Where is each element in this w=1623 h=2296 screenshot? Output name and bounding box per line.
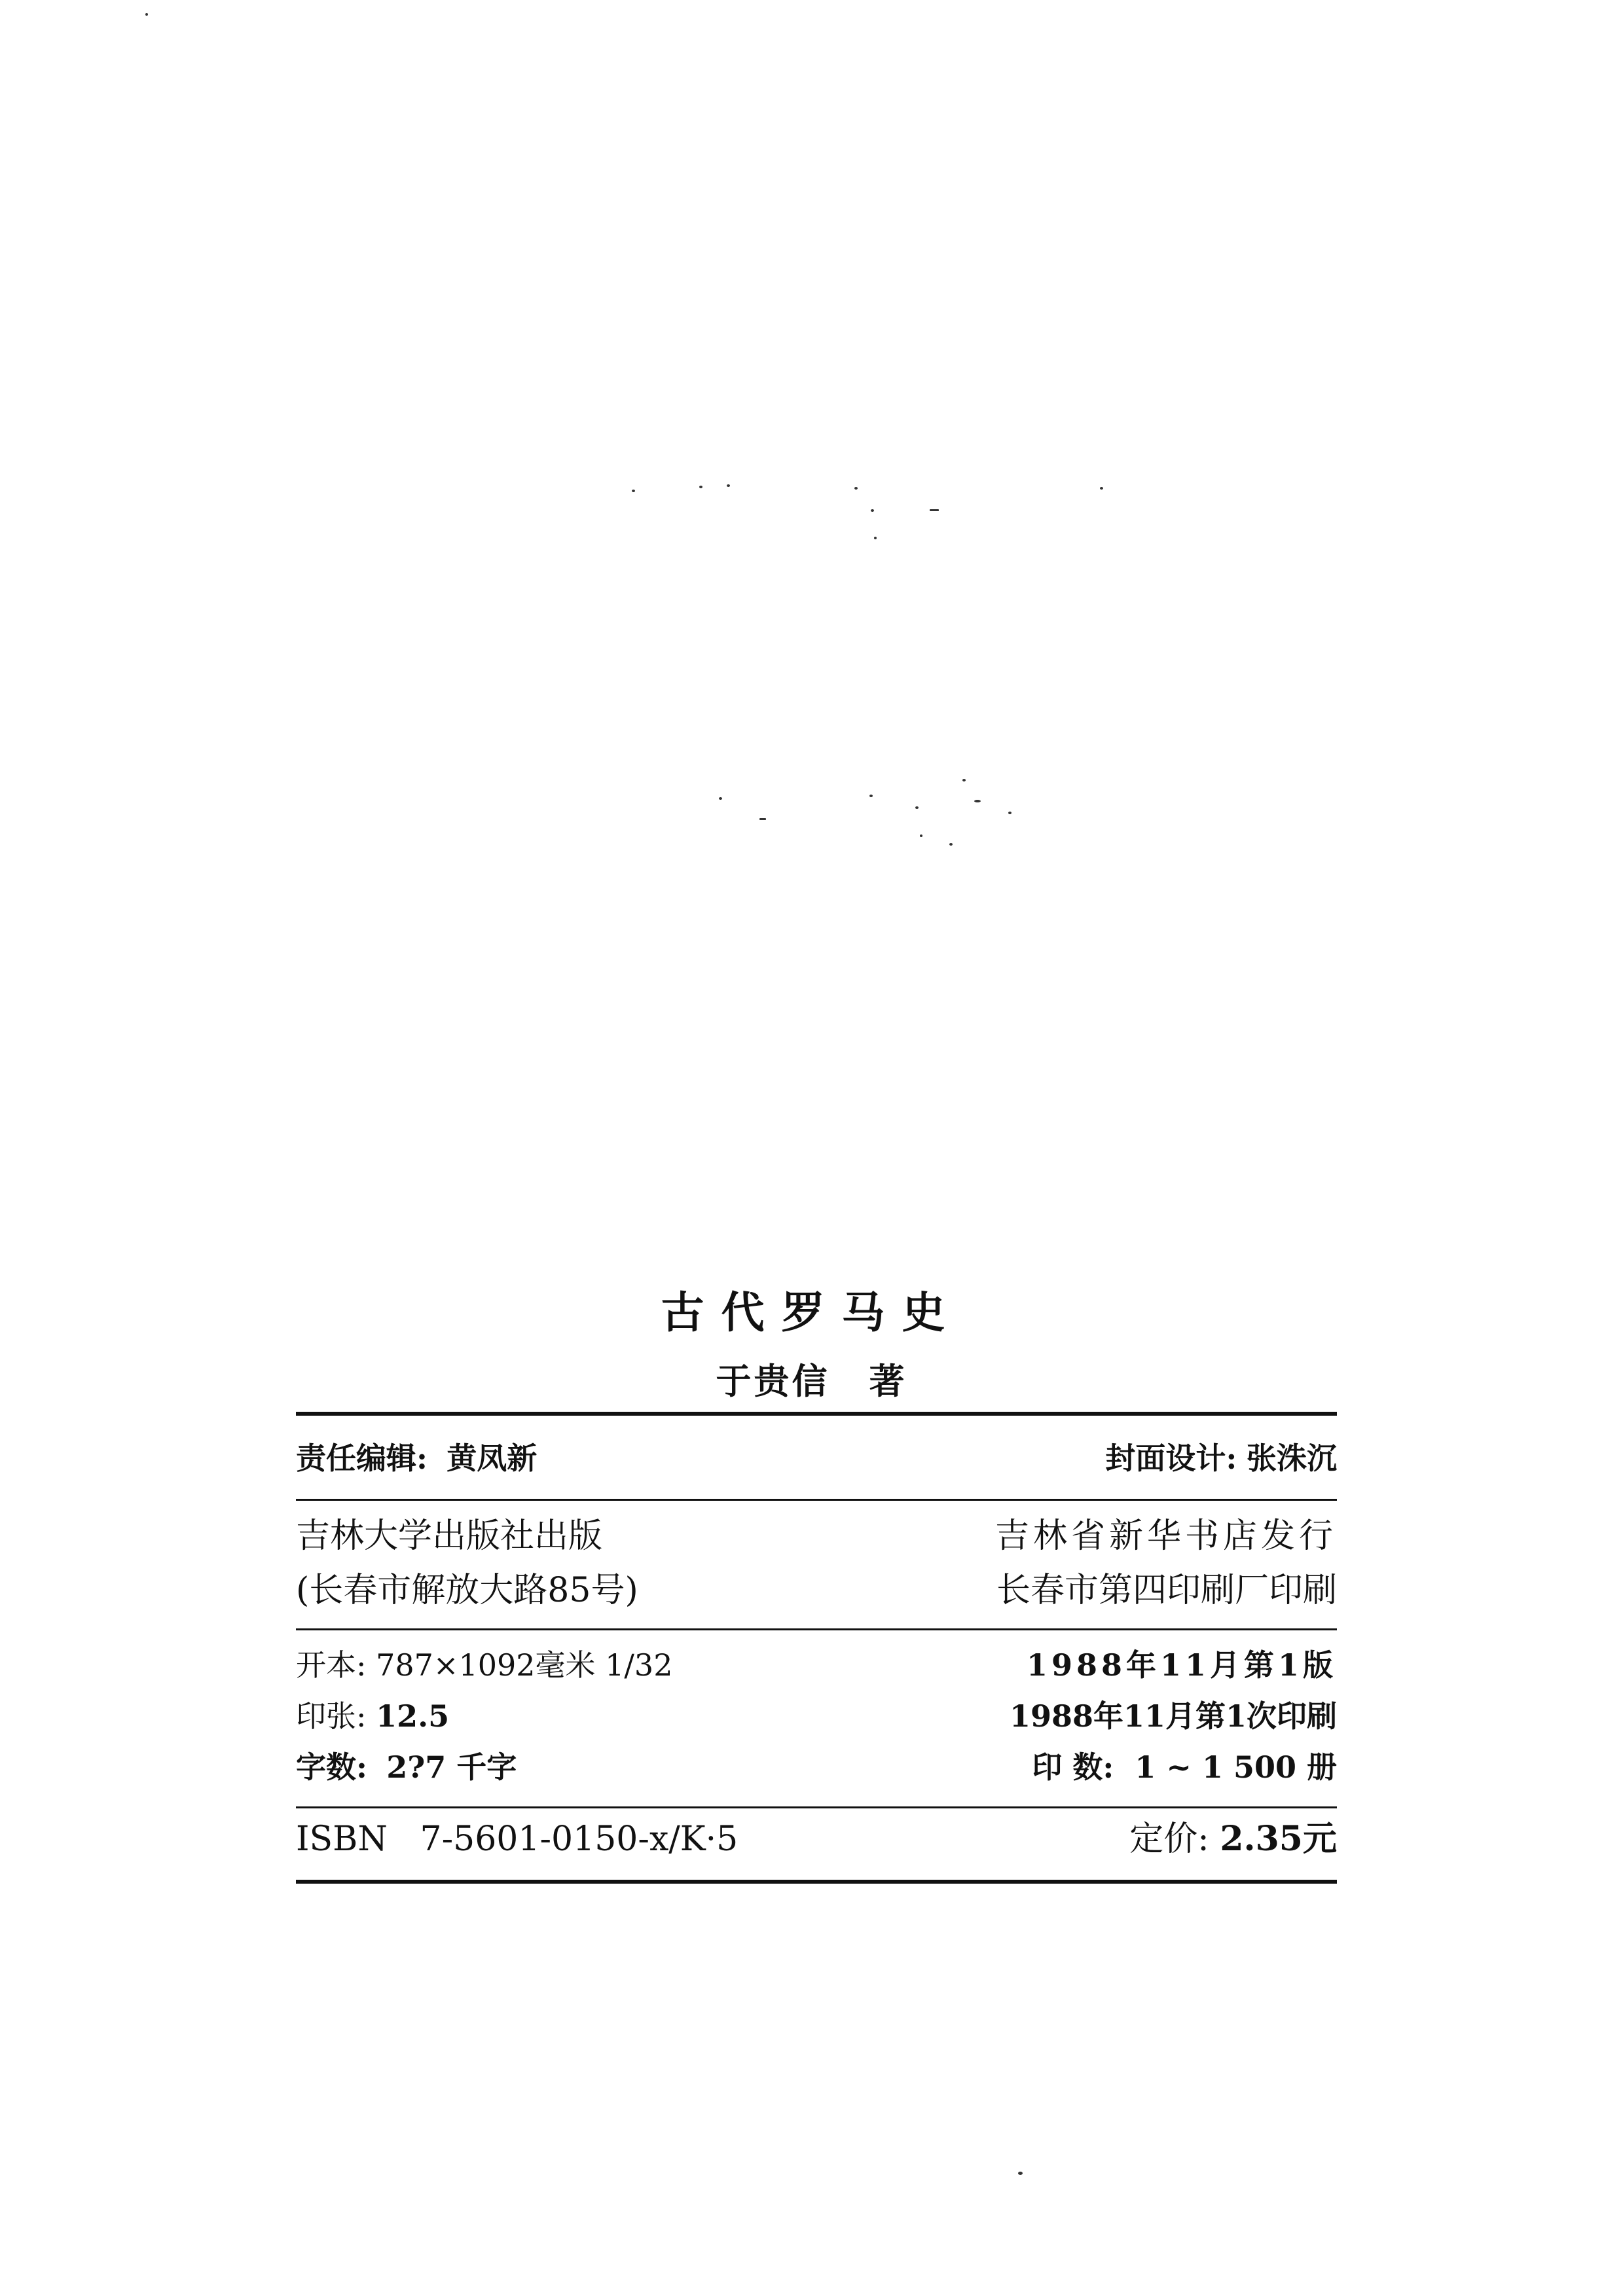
- editor-label: 责任编辑:: [296, 1441, 428, 1476]
- scan-speck: [759, 818, 766, 820]
- editor-credit: [296, 1437, 537, 1479]
- publisher-row: [296, 1515, 1337, 1557]
- scan-speck: [727, 484, 730, 487]
- scan-speck: [632, 490, 635, 492]
- scan-speck: [719, 797, 722, 800]
- sheets-row: [296, 1695, 1337, 1737]
- scan-speck: [962, 779, 966, 781]
- distributor-line: 吉林省新华书店发行: [994, 1516, 1337, 1556]
- isbn-row: [296, 1818, 1337, 1860]
- isbn-value: 7-5601-0150-x/K·5: [420, 1820, 739, 1859]
- cover-label: 封面设计:: [1105, 1441, 1237, 1476]
- scan-speck: [1100, 487, 1103, 490]
- specs-rule: [296, 1806, 1337, 1808]
- book-title: 古代罗马史: [661, 1287, 962, 1338]
- scan-speck: [145, 13, 148, 16]
- copies-spec: [1032, 1746, 1337, 1788]
- copies-label: 印 数:: [1032, 1749, 1114, 1785]
- publisher-line: 吉林大学出版社出版: [296, 1516, 603, 1556]
- credits-row: [296, 1437, 1337, 1479]
- credits-rule: [296, 1499, 1337, 1501]
- sheets-spec: [296, 1695, 449, 1737]
- format-label: 开本:: [296, 1647, 367, 1683]
- scan-speck: [915, 806, 919, 809]
- cover-name: 张洙沉: [1247, 1441, 1337, 1476]
- scan-speck: [920, 834, 922, 837]
- cover-credit: [1105, 1437, 1337, 1479]
- author-line: [0, 1360, 1623, 1402]
- address-line: (长春市解放大路85号): [296, 1571, 638, 1610]
- scan-speck: [1008, 812, 1012, 814]
- address-row: [296, 1570, 1337, 1611]
- price: [1129, 1818, 1337, 1860]
- edition-line: 1988年11月第1版: [1026, 1647, 1337, 1683]
- price-label: 定价:: [1129, 1820, 1209, 1859]
- isbn-label: ISBN: [296, 1820, 388, 1859]
- words-row: [296, 1746, 1337, 1788]
- format-spec: [296, 1644, 672, 1686]
- editor-name: 黄凤新: [447, 1441, 538, 1476]
- scan-speck: [930, 509, 939, 511]
- words-spec: [296, 1746, 517, 1788]
- scan-speck: [854, 487, 858, 490]
- format-value: 787×1092毫米 1/32: [376, 1647, 673, 1683]
- scan-speck: [1018, 2172, 1023, 2175]
- printer-line: 长春市第四印刷厂印刷: [996, 1571, 1337, 1610]
- top-rule: [296, 1412, 1337, 1416]
- isbn: [296, 1818, 738, 1860]
- scan-speck: [949, 843, 953, 846]
- publisher-rule: [296, 1628, 1337, 1630]
- scan-speck: [871, 509, 874, 512]
- words-value: 2?7 千字: [386, 1749, 517, 1785]
- scan-speck: [869, 795, 873, 797]
- price-value: 2.35元: [1220, 1819, 1337, 1859]
- format-row: [296, 1644, 1337, 1686]
- author-role: 著: [869, 1360, 907, 1402]
- scan-speck: [699, 486, 702, 488]
- scan-speck: [874, 537, 877, 539]
- author-name: 于贵信: [716, 1360, 830, 1402]
- copies-value: 1 ~ 1 500 册: [1135, 1749, 1337, 1785]
- words-label: 字数:: [296, 1749, 367, 1785]
- bottom-rule: [296, 1880, 1337, 1884]
- sheets-value: 12.5: [376, 1698, 450, 1734]
- scan-speck: [974, 800, 981, 802]
- sheets-label: 印张:: [296, 1698, 367, 1734]
- printing-line: 1988年11月第1次印刷: [1009, 1698, 1337, 1734]
